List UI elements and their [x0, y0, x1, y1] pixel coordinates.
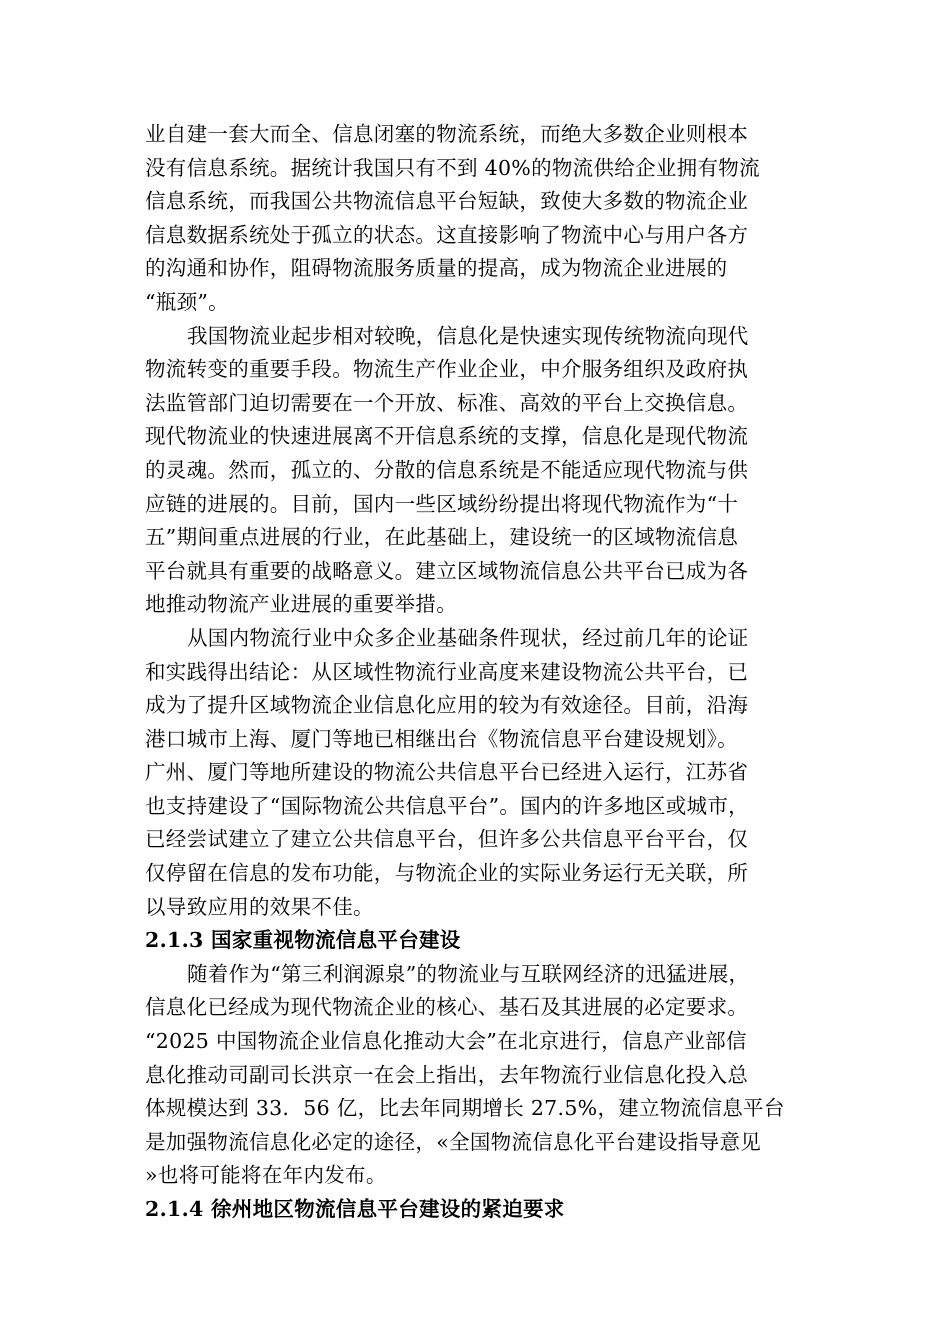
paragraph-line: »也将可能将在年内发布。: [145, 1163, 387, 1188]
paragraph-line: 的灵魂。然而，孤立的、分散的信息系统是不能适应现代物流与供: [145, 457, 749, 482]
paragraph-2: [145, 320, 813, 622]
paragraph-4: [145, 958, 813, 1193]
paragraph-line: 息化推动司副司长洪京一在会上指出，去年物流行业信息化投入总: [145, 1062, 749, 1087]
paragraph-line: 物流转变的重要手段。物流生产作业企业，中介服务组织及政府执: [145, 357, 749, 382]
paragraph-line: 信息系统，而我国公共物流信息平台短缺，致使大多数的物流企业: [145, 189, 749, 214]
paragraph-line: 港口城市上海、厦门等地已相继出台《物流信息平台建设规划》。: [145, 726, 738, 751]
paragraph-line: 信息化已经成为现代物流企业的核心、基石及其进展的必定要求。: [145, 995, 749, 1020]
paragraph-line: 仅停留在信息的发布功能，与物流企业的实际业务运行无关联，所: [145, 861, 749, 886]
paragraph-line: 体规模达到 33．56 亿，比去年同期增长 27.5%，建立物流信息平台: [145, 1096, 785, 1121]
paragraph-line: 从国内物流行业中众多企业基础条件现状，经过前几年的论证: [187, 625, 749, 650]
paragraph-line: 法监管部门迫切需要在一个开放、标准、高效的平台上交换信息。: [145, 390, 749, 415]
paragraph-line: 信息数据系统处于孤立的状态。这直接影响了物流中心与用户各方: [145, 222, 749, 247]
paragraph-line: 没有信息系统。据统计我国只有不到 40%的物流供给企业拥有物流: [145, 155, 760, 180]
paragraph-line: 已经尝试建立了建立公共信息平台，但许多公共信息平台平台，仅: [145, 827, 749, 852]
paragraph-line: “2025 中国物流企业信息化推动大会”在北京进行，信息产业部信: [145, 1029, 747, 1054]
paragraph-line: 现代物流业的快速进展离不开信息系统的支撑，信息化是现代物流: [145, 424, 749, 449]
paragraph-line: 地推动物流产业进展的重要举措。: [145, 592, 457, 617]
document-body: [145, 118, 813, 1227]
paragraph-line: 成为了提升区域物流企业信息化应用的较为有效途径。目前，沿海: [145, 693, 749, 718]
section-heading-2-1-3: 2.1.3 国家重视物流信息平台建设: [145, 928, 461, 953]
paragraph-line: 我国物流业起步相对较晚，信息化是快速实现传统物流向现代: [187, 323, 749, 348]
paragraph-1: [145, 118, 813, 320]
paragraph-line: 也支持建设了“国际物流公共信息平台”。国内的许多地区或城市，: [145, 793, 749, 818]
section-heading-2-1-4: 2.1.4 徐州地区物流信息平台建设的紧迫要求: [145, 1197, 565, 1221]
paragraph-line: 广州、厦门等地所建设的物流公共信息平台已经进入运行，江苏省: [145, 760, 749, 785]
paragraph-line: 五”期间重点进展的行业，在此基础上，建设统一的区域物流信息: [145, 525, 739, 550]
paragraph-line: 业自建一套大而全、信息闭塞的物流系统，而绝大多数企业则根本: [145, 122, 749, 146]
paragraph-line: 的沟通和协作，阻碍物流服务质量的提高，成为物流企业进展的: [145, 256, 728, 281]
paragraph-line: “瓶颈”。: [145, 289, 229, 314]
paragraph-line: 随着作为“第三利润源泉”的物流业与互联网经济的迅猛进展，: [187, 961, 750, 986]
paragraph-line: 应链的进展的。目前，国内一些区域纷纷提出将现代物流作为“十: [145, 491, 739, 516]
paragraph-line: 以导致应用的效果不佳。: [145, 894, 374, 919]
paragraph-line: 和实践得出结论：从区域性物流行业高度来建设物流公共平台，已: [145, 659, 749, 684]
paragraph-line: 是加强物流信息化必定的途径，«全国物流信息化平台建设指导意见: [145, 1129, 762, 1154]
paragraph-line: 平台就具有重要的战略意义。建立区域物流信息公共平台已成为各: [145, 558, 749, 583]
paragraph-3: [145, 622, 813, 924]
